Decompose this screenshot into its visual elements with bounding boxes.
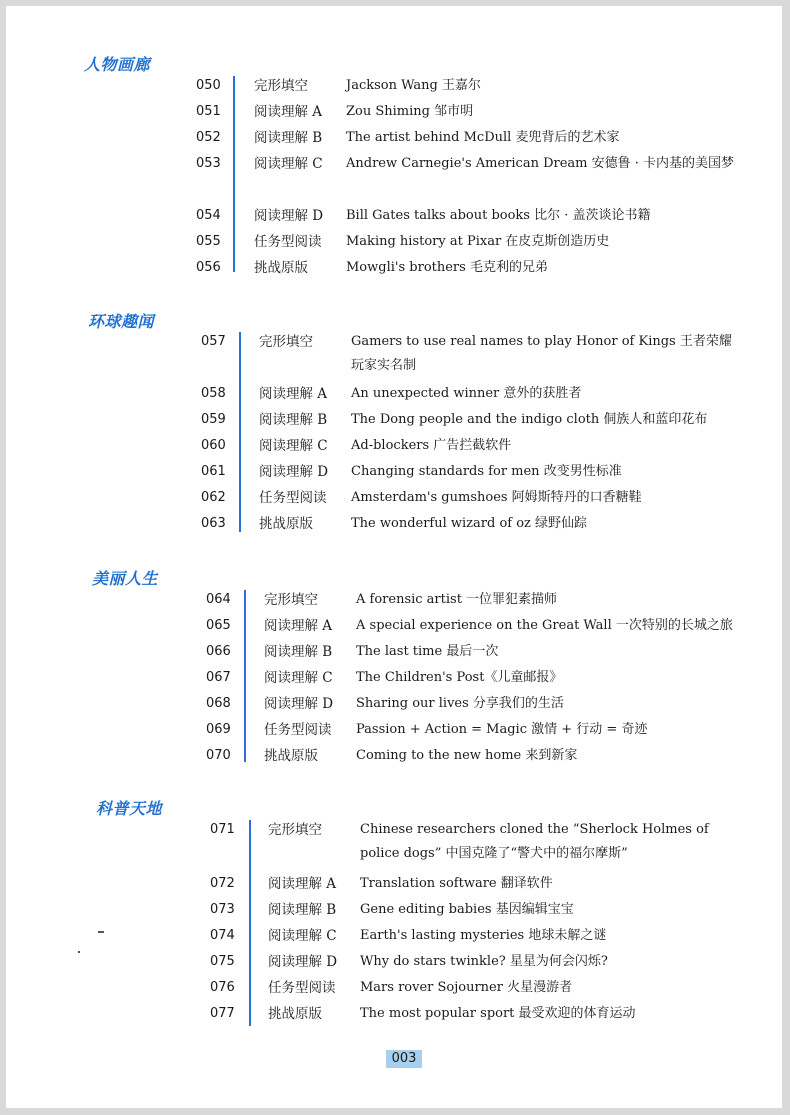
entry-title: Gamers to use real names to play Honor of Kings 王者荣耀玩家实名制 — [351, 334, 732, 373]
entry-type: 阅读理解 B — [259, 412, 328, 428]
entry-title: A special experience on the Great Wall 一次特别的长城之旅 — [356, 618, 733, 633]
entry-number: 054 — [196, 208, 221, 223]
entry-number: 062 — [201, 490, 226, 505]
entry-number: 073 — [210, 902, 235, 917]
entry-number: 074 — [210, 928, 235, 943]
entry-type: 阅读理解 D — [259, 464, 329, 480]
entry-type: 完形填空 — [268, 822, 322, 838]
section-heading: 环球趣闻 — [88, 312, 155, 331]
entry-type: 阅读理解 D — [268, 954, 338, 970]
entry-title: The last time 最后一次 — [356, 644, 499, 659]
entry-number: 067 — [206, 670, 231, 685]
entry-number: 076 — [210, 980, 235, 995]
entry-number: 071 — [210, 822, 235, 837]
entry-title: Ad-blockers 广告拦截软件 — [351, 438, 512, 453]
entry-title: Coming to the new home 来到新家 — [356, 748, 578, 763]
entry-title: Earth's lasting mysteries 地球未解之谜 — [360, 928, 607, 943]
entry-number: 056 — [196, 260, 221, 275]
entry-type: 阅读理解 D — [254, 208, 324, 224]
entry-type: 任务型阅读 — [254, 234, 322, 250]
entry-type: 阅读理解 D — [264, 696, 334, 712]
entry-title: Passion + Action = Magic 激情 + 行动 = 奇迹 — [356, 722, 648, 737]
entry-number: 064 — [206, 592, 231, 607]
entry-number: 065 — [206, 618, 231, 633]
entry-number: 077 — [210, 1006, 235, 1021]
entry-type: 阅读理解 A — [264, 618, 333, 634]
entry-number: 070 — [206, 748, 231, 763]
ink-speck — [98, 931, 104, 933]
entry-type: 任务型阅读 — [264, 722, 332, 738]
document-page — [6, 6, 782, 1108]
entry-title: Andrew Carnegie's American Dream 安德鲁 · 卡内基的美国梦 — [346, 156, 735, 171]
entry-number: 052 — [196, 130, 221, 145]
entry-title: Zou Shiming 邹市明 — [346, 104, 474, 119]
entry-number: 059 — [201, 412, 226, 427]
entry-type: 阅读理解 B — [264, 644, 333, 660]
entry-type: 完形填空 — [254, 78, 308, 94]
entry-title: Why do stars twinkle? 星星为何会闪烁? — [360, 954, 608, 969]
entry-type: 阅读理解 C — [254, 156, 323, 172]
entry-number: 072 — [210, 876, 235, 891]
entry-title: Making history at Pixar 在皮克斯创造历史 — [346, 234, 610, 249]
entry-title: The wonderful wizard of oz 绿野仙踪 — [351, 516, 588, 531]
page-number-badge: 003 — [386, 1050, 422, 1068]
entry-type: 挑战原版 — [264, 748, 318, 764]
entry-title: Changing standards for men 改变男性标准 — [351, 464, 622, 479]
entry-type: 阅读理解 B — [268, 902, 337, 918]
ink-speck — [78, 951, 80, 953]
entry-type: 挑战原版 — [254, 260, 308, 276]
section-heading: 美丽人生 — [92, 569, 159, 588]
entry-title: An unexpected winner 意外的获胜者 — [351, 386, 582, 401]
entry-title: Sharing our lives 分享我们的生活 — [356, 696, 564, 711]
entry-number: 051 — [196, 104, 221, 119]
entry-number: 075 — [210, 954, 235, 969]
entry-type: 任务型阅读 — [259, 490, 327, 506]
section-heading: 人物画廊 — [84, 55, 151, 74]
entry-number: 050 — [196, 78, 221, 93]
entry-title: Jackson Wang 王嘉尔 — [346, 78, 481, 93]
entry-number: 063 — [201, 516, 226, 531]
entry-title: Mars rover Sojourner 火星漫游者 — [360, 980, 573, 995]
section-heading: 科普天地 — [96, 799, 163, 818]
entry-type: 阅读理解 C — [264, 670, 333, 686]
entry-type: 挑战原版 — [268, 1006, 322, 1022]
entry-type: 任务型阅读 — [268, 980, 336, 996]
entry-number: 061 — [201, 464, 226, 479]
entry-title: The most popular sport 最受欢迎的体育运动 — [360, 1006, 636, 1021]
entry-type: 完形填空 — [264, 592, 318, 608]
entry-number: 055 — [196, 234, 221, 249]
entry-type: 阅读理解 A — [259, 386, 328, 402]
entry-number: 057 — [201, 334, 226, 349]
entry-type: 挑战原版 — [259, 516, 313, 532]
entry-title: Gene editing babies 基因编辑宝宝 — [360, 902, 574, 917]
entry-title: The artist behind McDull 麦兜背后的艺术家 — [346, 130, 620, 145]
section-rule — [239, 332, 241, 532]
entry-number: 060 — [201, 438, 226, 453]
section-rule — [244, 590, 246, 762]
entry-type: 阅读理解 A — [268, 876, 337, 892]
entry-number: 058 — [201, 386, 226, 401]
entry-type: 阅读理解 B — [254, 130, 323, 146]
entry-title: A forensic artist 一位罪犯素描师 — [356, 592, 558, 607]
entry-type: 阅读理解 A — [254, 104, 323, 120]
entry-title: Chinese researchers cloned the “Sherlock Holmes of police dogs” 中国克隆了“警犬中的福尔摩斯” — [360, 822, 709, 861]
section-rule — [249, 820, 251, 1026]
entry-title: Mowgli's brothers 毛克利的兄弟 — [346, 260, 548, 275]
section-rule — [233, 76, 235, 272]
entry-title: Amsterdam's gumshoes 阿姆斯特丹的口香糖鞋 — [351, 490, 642, 505]
entry-number: 066 — [206, 644, 231, 659]
entry-type: 阅读理解 C — [259, 438, 328, 454]
entry-type: 阅读理解 C — [268, 928, 337, 944]
entry-title: The Dong people and the indigo cloth 侗族人和蓝印花布 — [351, 412, 708, 427]
entry-type: 完形填空 — [259, 334, 313, 350]
entry-title: Bill Gates talks about books 比尔 · 盖茨谈论书籍 — [346, 208, 651, 223]
entry-number: 053 — [196, 156, 221, 171]
entry-number: 068 — [206, 696, 231, 711]
entry-title: Translation software 翻译软件 — [360, 876, 553, 891]
entry-number: 069 — [206, 722, 231, 737]
entry-title: The Children's Post《儿童邮报》 — [356, 670, 563, 685]
